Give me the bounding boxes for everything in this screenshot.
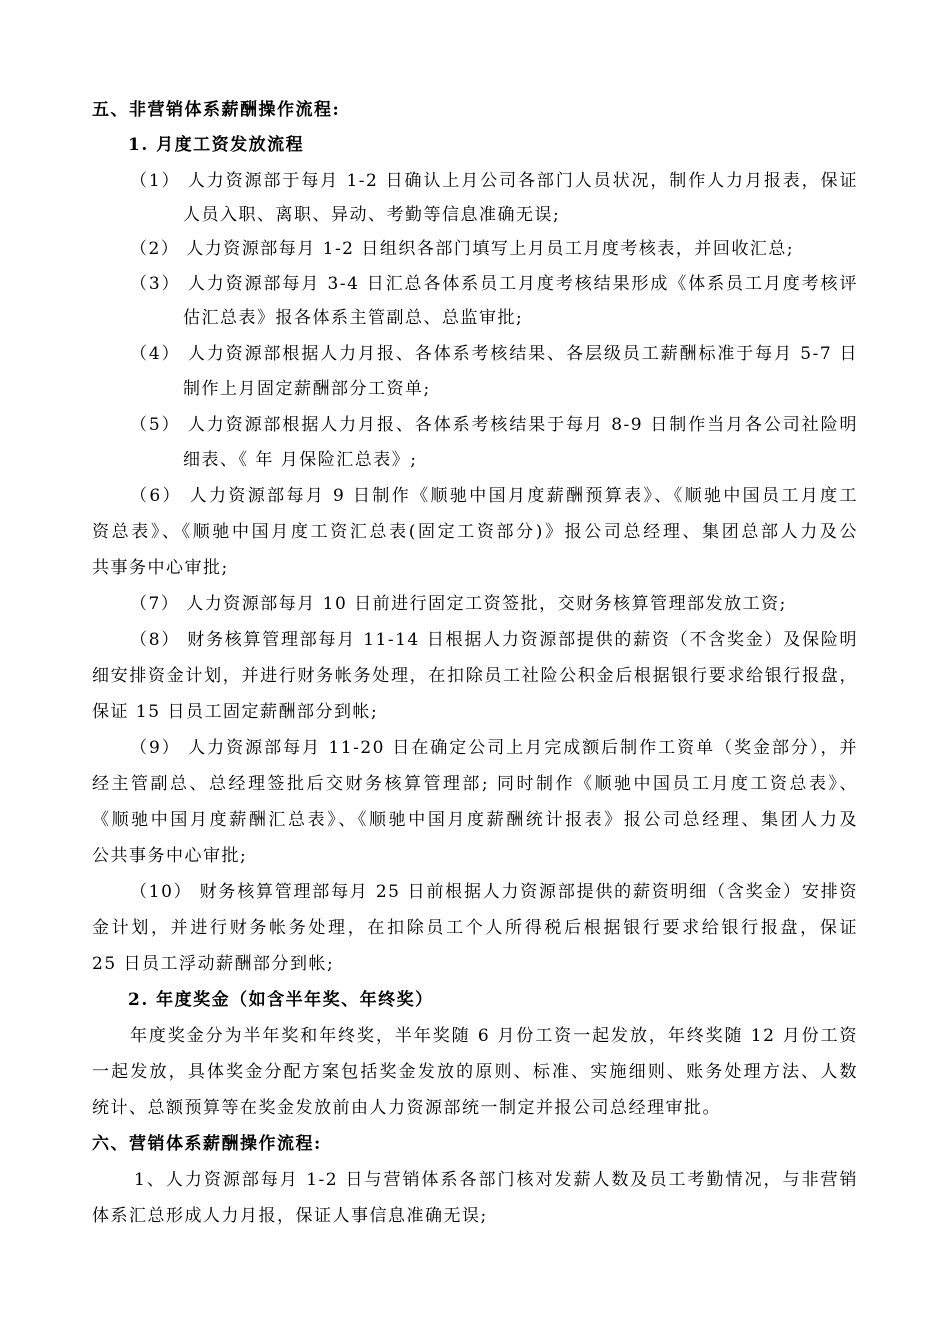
paragraph-line: 制作上月固定薪酬部分工资单; xyxy=(183,379,431,399)
paragraph-line: 《顺驰中国月度薪酬汇总表》、《顺驰中国月度薪酬统计报表》报公司总经理、集团人力及 xyxy=(92,810,858,830)
paragraph-line: 经主管副总、总经理签批后交财务核算管理部; 同时制作《顺驰中国员工月度工资总表》、 xyxy=(92,774,858,794)
paragraph-line: 统计、总额预算等在奖金发放前由人力资源部统一制定并报公司总经理审批。 xyxy=(92,1098,721,1118)
paragraph-line: 共事务中心审批; xyxy=(92,558,229,578)
paragraph-line: 保证 15 日员工固定薪酬部分到帐; xyxy=(92,702,379,722)
paragraph-line: 资总表》、《顺驰中国月度工资汇总表(固定工资部分)》报公司总经理、集团总部人力及公 xyxy=(92,522,858,542)
paragraph-line: 1、人力资源部每月 1-2 日与营销体系各部门核对发薪人数及员工考勤情况，与非营销 xyxy=(134,1170,858,1190)
paragraph-line: （2） 人力资源部每月 1-2 日组织各部门填写上月员工月度考核表，并回收汇总; xyxy=(130,239,795,259)
paragraph-line: （8） 财务核算管理部每月 11-14 日根据人力资源部提供的薪资（不含奖金）及保险明 xyxy=(130,630,858,650)
paragraph-line: （7） 人力资源部每月 10 日前进行固定工资签批，交财务核算管理部发放工资; xyxy=(130,594,787,614)
paragraph-line: （9） 人力资源部每月 11-20 日在确定公司上月完成额后制作工资单（奖金部分），并 xyxy=(130,738,858,758)
paragraph-line: 人员入职、离职、异动、考勤等信息准确无误; xyxy=(183,205,561,225)
paragraph-line: 一起发放，具体奖金分配方案包括奖金发放的原则、标准、实施细则、账务处理方法、人数 xyxy=(92,1062,858,1082)
paragraph-line: （1） 人力资源部于每月 1-2 日确认上月公司各部门人员状况，制作人力月报表，保证 xyxy=(130,171,858,191)
paragraph-line: 公共事务中心审批; xyxy=(92,846,248,866)
section-5-heading: 五、非营销体系薪酬操作流程: xyxy=(92,100,341,120)
subsection-1-heading: 1. 月度工资发放流程 xyxy=(128,135,305,155)
paragraph-line: 25 日员工浮动薪酬部分到帐; xyxy=(92,954,335,974)
paragraph-line: （6） 人力资源部每月 9 日制作《顺驰中国月度薪酬预算表》、《顺驰中国员工月度工 xyxy=(130,486,858,506)
paragraph-line: 细表、《 年 月保险汇总表》; xyxy=(183,450,418,470)
subsection-2-heading: 2. 年度奖金（如含半年奖、年终奖） xyxy=(128,990,434,1010)
paragraph-line: （10） 财务核算管理部每月 25 日前根据人力资源部提供的薪资明细（含奖金）安排资 xyxy=(130,882,858,902)
section-6-heading: 六、营销体系薪酬操作流程: xyxy=(92,1134,322,1154)
paragraph-line: 体系汇总形成人力月报，保证人事信息准确无误; xyxy=(92,1206,488,1226)
paragraph-line: （4） 人力资源部根据人力月报、各体系考核结果、各层级员工薪酬标准于每月 5-7 日 xyxy=(130,344,858,364)
paragraph-line: （3） 人力资源部每月 3-4 日汇总各体系员工月度考核结果形成《体系员工月度考核评 xyxy=(130,274,858,294)
paragraph-line: 金计划，并进行财务帐务处理，在扣除员工个人所得税后根据银行要求给银行报盘，保证 xyxy=(92,918,858,938)
paragraph-line: 估汇总表》报各体系主管副总、总监审批; xyxy=(183,308,524,328)
paragraph-line: （5） 人力资源部根据人力月报、各体系考核结果于每月 8-9 日制作当月各公司社险明 xyxy=(130,415,858,435)
paragraph-line: 细安排资金计划，并进行财务帐务处理，在扣除员工社险公积金后根据银行要求给银行报盘， xyxy=(92,666,858,686)
paragraph-line: 年度奖金分为半年奖和年终奖，半年奖随 6 月份工资一起发放，年终奖随 12 月份工资 xyxy=(130,1026,858,1046)
